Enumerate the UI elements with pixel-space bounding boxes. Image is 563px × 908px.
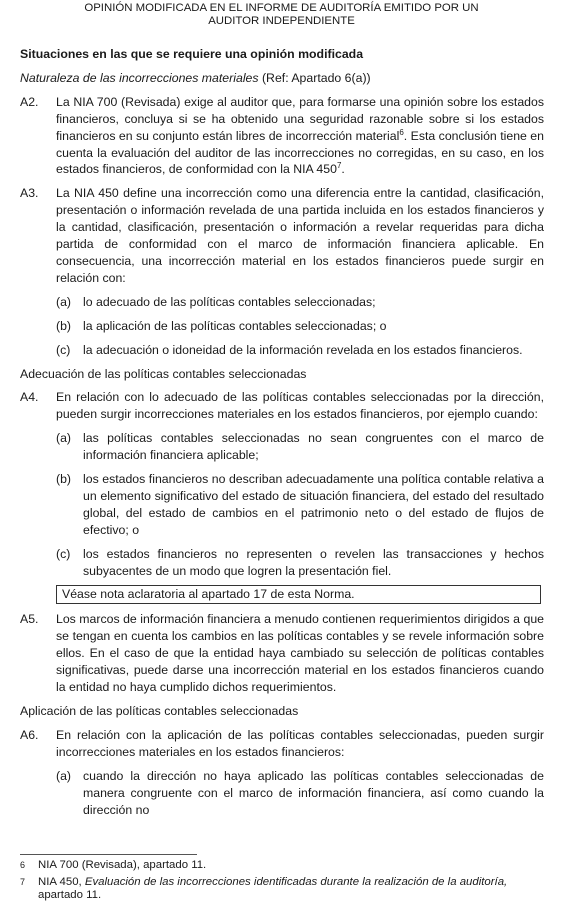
paragraph-text bbox=[56, 94, 544, 179]
list-item-text: la adecuación o idoneidad de la información revelada en los estados financieros. bbox=[83, 342, 523, 357]
paragraph-a3 bbox=[20, 185, 544, 286]
subsection-title-text: Naturaleza de las incorrecciones materiales bbox=[20, 70, 259, 85]
footnote-number: 7 bbox=[20, 876, 26, 887]
footnote-text-part: apartado 11. bbox=[38, 889, 102, 902]
list-item-label: (a) bbox=[56, 431, 72, 446]
footnote-cited-title: Evaluación de las incorrecciones identificadas durante la realización de la auditoría, bbox=[84, 875, 508, 888]
paragraph-text-part: . Esta conclusión tiene en cuenta la evaluación del auditor de las incorrecciones no corregidas, en su caso, en los estados financieros, de conformidad con la NIA 450 bbox=[56, 128, 544, 177]
list-item-label: (b) bbox=[56, 318, 72, 333]
footnote-separator bbox=[20, 854, 197, 855]
list-item-text: la aplicación de las políticas contables seleccionadas; o bbox=[83, 318, 387, 333]
list-item-a4-c bbox=[56, 546, 544, 580]
footnote-ref-7[interactable]: 7 bbox=[336, 161, 342, 171]
subsection-ref: (Ref: Apartado 6(a)) bbox=[258, 70, 371, 85]
footnote-6 bbox=[20, 859, 544, 873]
paragraph-text: En relación con lo adecuado de las políticas contables seleccionadas por la dirección, pueden surgir incorrecciones materiales en los estados financieros, por ejemplo cuando: bbox=[56, 390, 544, 422]
paragraph-text-part: . bbox=[341, 162, 345, 177]
paragraph-text: Los marcos de información financiera a menudo contienen requerimientos dirigidos a que se tengan en cuenta los cambios en las políticas contables y se revele información sobre ellos. En el caso de que la entidad haya cambiado su selección de políticas contables significativas, puede darse una incorrección material en los estados financieros cuando la entidad no haya cumplido dichos requerimientos. bbox=[56, 612, 544, 695]
footnote-ref-6[interactable]: 6 bbox=[399, 127, 404, 137]
list-item-label: (c) bbox=[56, 342, 71, 357]
running-header bbox=[0, 2, 563, 28]
list-item-a6-a bbox=[56, 768, 544, 819]
list-item-a3-b bbox=[56, 318, 544, 335]
subsection-title-adequacy: Adecuación de las políticas contables seleccionadas bbox=[20, 366, 307, 381]
header-line-1: OPINIÓN MODIFICADA EN EL INFORME DE AUDITORÍA EMITIDO POR UN bbox=[84, 2, 479, 14]
paragraph-text: La NIA 450 define una incorrección como una diferencia entre la cantidad, clasificación, presentación o información revelada de una partida incluida en los estados financieros y la cantidad, clasificación, presentación o información a revelar requeridas para dicha partida de conformidad con el marco de información financiera aplicable. En consecuencia, una incorrección material en los estados financieros puede surgir en relación con: bbox=[56, 186, 544, 285]
section-title: Situaciones en las que se requiere una opinión modificada bbox=[20, 47, 364, 61]
footnote-number: 6 bbox=[20, 860, 26, 870]
list-item-label: (c) bbox=[56, 546, 71, 561]
paragraph-number: A4. bbox=[20, 390, 39, 405]
paragraph-a2 bbox=[20, 94, 544, 179]
list-item-text: los estados financieros no describan adecuadamente una política contable relativa a un elemento significativo del estado de situación financiera, del estado del resultado global, del estado de cambios en el patrimonio neto o del estado de flujos de efectivo; o bbox=[83, 472, 544, 537]
list-item-text: las políticas contables seleccionadas no sean congruentes con el marco de información financiera aplicable; bbox=[83, 431, 544, 463]
list-item-label: (b) bbox=[56, 472, 72, 487]
list-item-a4-b bbox=[56, 471, 544, 539]
footnote-7 bbox=[20, 876, 544, 903]
list-item-a4-a bbox=[56, 430, 544, 464]
list-item-label: (a) bbox=[56, 768, 72, 783]
footnotes bbox=[20, 859, 544, 903]
paragraph-number: A5. bbox=[20, 612, 39, 627]
footnote-text-part: NIA 450, bbox=[38, 875, 85, 888]
list-item-label: (a) bbox=[56, 294, 72, 309]
list-item-a3-c bbox=[56, 342, 544, 359]
footnote-text bbox=[38, 876, 544, 903]
paragraph-number: A6. bbox=[20, 727, 39, 742]
list-item-text: lo adecuado de las políticas contables seleccionadas; bbox=[83, 294, 376, 309]
list-item-a3-a bbox=[56, 294, 544, 311]
list-item-text: cuando la dirección no haya aplicado las políticas contables seleccionadas de manera congruente con el marco de información financiera, así como cuando la dirección no bbox=[83, 768, 544, 817]
paragraph-a6 bbox=[20, 727, 544, 761]
document-body bbox=[20, 42, 544, 818]
header-line-2: AUDITOR INDEPENDIENTE bbox=[208, 15, 355, 28]
paragraph-text-part: La NIA 700 (Revisada) exige al auditor que, para formarse una opinión sobre los estados financieros, concluya si se ha obtenido una seguridad razonable sobre si los estados financieros en su conjunto están libres de incorrección material bbox=[56, 94, 544, 143]
subsection-title-nature bbox=[20, 70, 544, 87]
paragraph-text: En relación con la aplicación de las políticas contables seleccionadas, pueden surgir incorrecciones materiales en los estados financieros: bbox=[56, 727, 544, 759]
paragraph-number: A2. bbox=[20, 94, 39, 109]
footnote-text: NIA 700 (Revisada), apartado 11. bbox=[38, 859, 207, 871]
paragraph-a4 bbox=[20, 389, 544, 423]
subsection-title-application: Aplicación de las políticas contables seleccionadas bbox=[20, 704, 299, 718]
list-item-text: los estados financieros no representen o revelen las transacciones y hechos subyacentes de un modo que logren la presentación fiel. bbox=[83, 546, 544, 578]
paragraph-number: A3. bbox=[20, 186, 39, 201]
clarifying-note-box: Véase nota aclaratoria al apartado 17 de esta Norma. bbox=[56, 585, 541, 604]
paragraph-a5 bbox=[20, 611, 544, 696]
